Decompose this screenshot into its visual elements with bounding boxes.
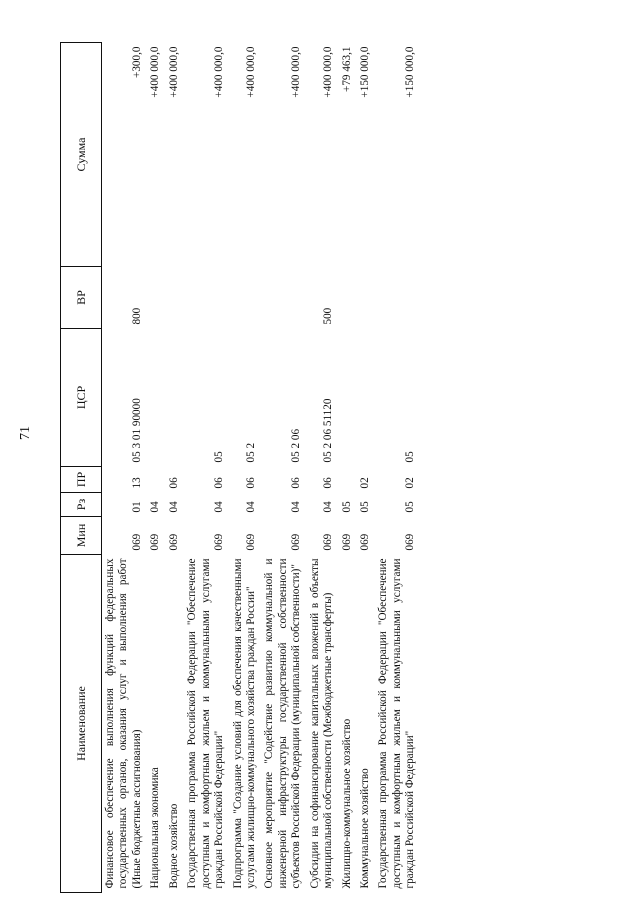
- row-csr: [357, 329, 375, 467]
- header-min: Мин: [61, 517, 102, 555]
- row-rz: 04: [244, 501, 257, 513]
- header-rz: Рз: [61, 493, 102, 517]
- row-sum: +400 000,0: [290, 46, 303, 98]
- header-csr: ЦСР: [61, 329, 102, 467]
- row-pr: 06: [322, 477, 335, 489]
- row-min: 069: [290, 533, 303, 551]
- row-pr: 06: [167, 477, 180, 489]
- row-pr: 06: [290, 477, 303, 489]
- header-vr: ВР: [61, 267, 102, 329]
- row-name: Финансовое обеспечение выполнения функций федеральных государственных органов, оказания услуг и выполнения работ (Иные бюджетные ассигнования): [104, 558, 143, 889]
- row-min: 069: [213, 533, 226, 551]
- row-min: 069: [149, 533, 162, 551]
- row-rz: 04: [213, 501, 226, 513]
- row-rz: 05: [340, 501, 353, 513]
- row-pr: [339, 467, 357, 493]
- row-csr: 05 3 01 90000: [130, 398, 143, 463]
- row-vr: 500: [322, 307, 335, 325]
- table-row: [261, 43, 306, 893]
- row-pr: 06: [244, 477, 257, 489]
- row-sum: +400 000,0: [322, 46, 335, 98]
- row-min: 069: [404, 533, 417, 551]
- row-name: Водное хозяйство: [167, 803, 180, 889]
- row-pr: 02: [404, 477, 417, 489]
- row-rz: 04: [322, 501, 335, 513]
- row-vr: [261, 267, 306, 329]
- row-name: Коммунальное хозяйство: [359, 768, 371, 889]
- row-vr: 800: [130, 307, 143, 325]
- row-min: 069: [322, 533, 335, 551]
- row-csr: [339, 329, 357, 467]
- row-csr: 05: [213, 451, 226, 463]
- table-row: [375, 43, 420, 893]
- row-rz: 04: [167, 501, 180, 513]
- row-csr: 05: [404, 451, 417, 463]
- row-sum: +79 463,1: [340, 46, 353, 92]
- header-pr: ПР: [61, 467, 102, 493]
- page-number: 71: [18, 426, 33, 440]
- row-vr: [147, 267, 165, 329]
- row-sum: +400 000,0: [167, 46, 180, 98]
- table-row: [339, 43, 357, 893]
- row-sum: +150 000,0: [404, 46, 417, 98]
- table-row: [184, 43, 229, 893]
- header-row: [61, 43, 102, 893]
- row-csr: 05 2 06: [290, 428, 303, 463]
- row-name: Государственная программа Российской Федерации "Обеспечение доступным и комфортным жильем и коммунальными услугами граждан Российской Федерации": [186, 558, 226, 889]
- row-pr: 06: [213, 477, 226, 489]
- row-rz: 05: [359, 501, 371, 513]
- header-name: Наименование: [61, 555, 102, 893]
- row-pr: 02: [359, 477, 371, 489]
- budget-table-sheet: [60, 43, 600, 893]
- row-vr: [230, 267, 262, 329]
- row-name: Государственная программа Российской Федерации "Обеспечение доступным и комфортным жильем и коммунальными услугами граждан Российской Федерации": [377, 558, 417, 889]
- row-name: Субсидии на софинансирование капитальных вложений в объекты муниципальной собственности (Межбюджетные трансферты): [308, 558, 335, 889]
- row-name: Основное мероприятие "Содействие развитию коммунальной и инженерной инфраструктуры государственной собственности субъектов Российской Федерации (муниципальной собственности)": [263, 558, 303, 889]
- row-csr: [166, 329, 184, 467]
- row-csr: 05 2 06 51120: [322, 398, 335, 463]
- row-sum: +300,0: [130, 46, 143, 78]
- table-row: [307, 43, 339, 893]
- row-sum: +400 000,0: [149, 46, 162, 98]
- row-sum: +400 000,0: [213, 46, 226, 98]
- row-rz: 01: [130, 501, 143, 513]
- row-rz: 05: [404, 501, 417, 513]
- row-vr: [184, 267, 229, 329]
- row-min: 069: [130, 533, 143, 551]
- row-rz: 04: [290, 501, 303, 513]
- row-vr: [357, 267, 375, 329]
- row-vr: [166, 267, 184, 329]
- row-sum: +400 000,0: [244, 46, 257, 98]
- table-row: [102, 43, 148, 893]
- row-pr: [147, 467, 165, 493]
- table-row: [147, 43, 165, 893]
- row-min: 069: [359, 533, 371, 551]
- row-name: Жилищно-коммунальное хозяйство: [340, 718, 353, 889]
- table-row: [357, 43, 375, 893]
- row-min: 069: [167, 533, 180, 551]
- row-min: 069: [340, 533, 353, 551]
- row-min: 069: [244, 533, 257, 551]
- row-vr: [375, 267, 420, 329]
- row-sum: +150 000,0: [359, 46, 371, 98]
- table-row: [166, 43, 184, 893]
- budget-table: [60, 42, 421, 893]
- row-name: Подпрограмма "Создание условий для обеспечения качественными услугами жилищно-коммунального хозяйства граждан России": [231, 558, 257, 889]
- row-name: Национальная экономика: [149, 767, 162, 889]
- table-row: [230, 43, 262, 893]
- row-pr: 13: [130, 477, 143, 489]
- header-sum: Сумма: [61, 43, 102, 267]
- row-vr: [339, 267, 357, 329]
- row-rz: 04: [149, 501, 162, 513]
- row-csr: 05 2: [244, 442, 257, 463]
- row-csr: [147, 329, 165, 467]
